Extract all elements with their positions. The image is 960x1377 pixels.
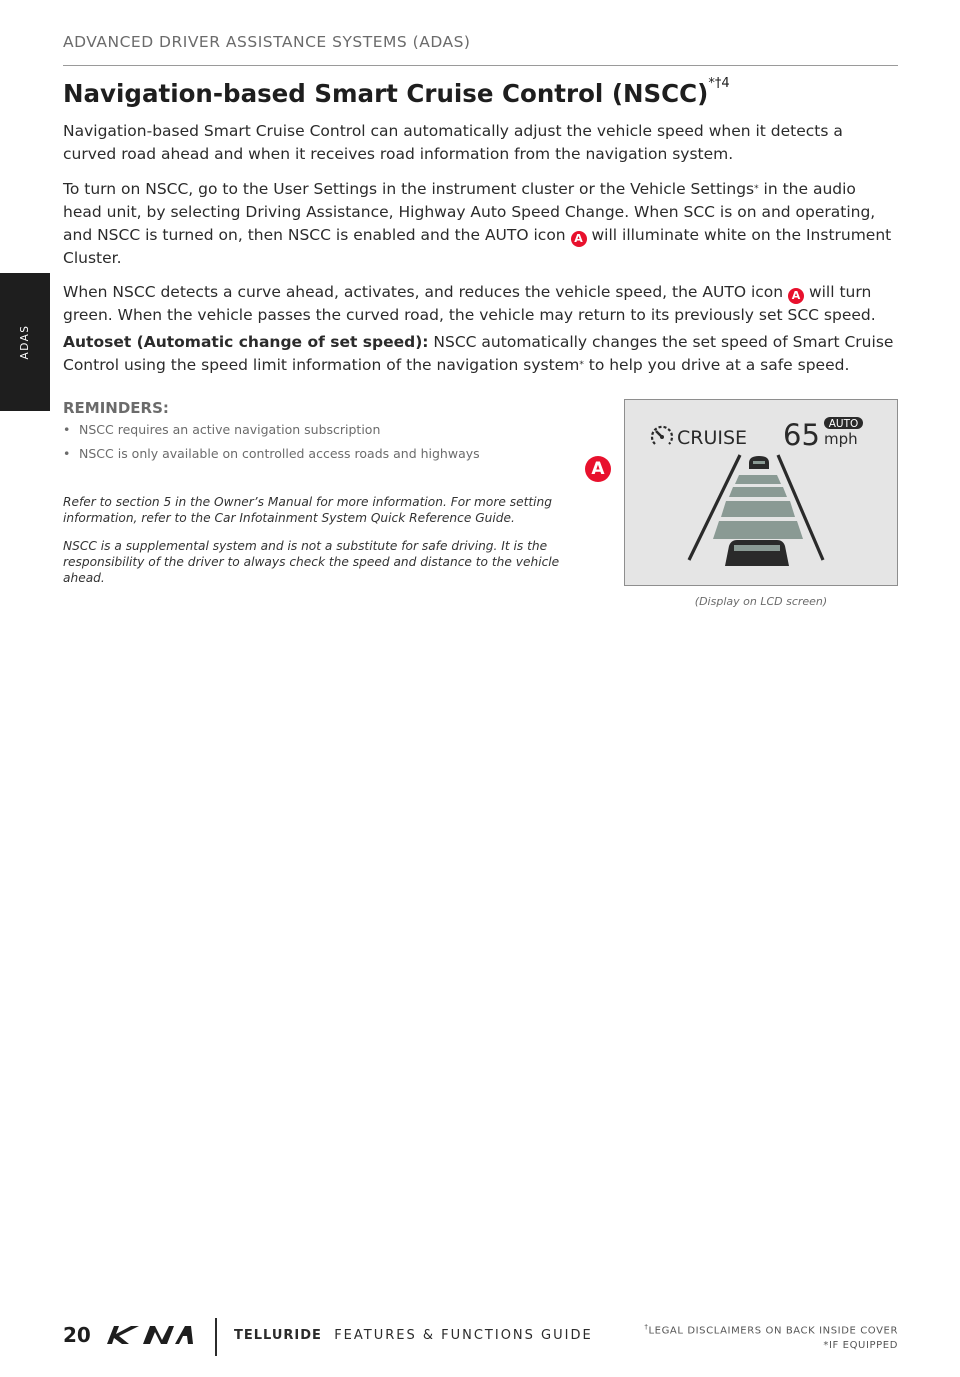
- lcd-caption: (Display on LCD screen): [694, 595, 828, 608]
- page-title-text: Navigation-based Smart Cruise Control (NSCC): [63, 79, 709, 108]
- bullet-icon: •: [63, 422, 71, 437]
- reminders-heading: REMINDERS:: [63, 399, 169, 417]
- callout-a-marker: A: [585, 456, 611, 482]
- paragraph-curve-text-a: When NSCC detects a curve ahead, activates, and reduces the vehicle speed, the AUTO icon: [63, 283, 789, 301]
- reminder-text: NSCC requires an active navigation subscription: [79, 422, 381, 437]
- footer-divider: [215, 1318, 217, 1356]
- paragraph-intro-text: Navigation-based Smart Cruise Control can automatically adjust the vehicle speed when it detects a curved road ahead and when it receives road information from the navigation system.: [63, 122, 843, 163]
- lcd-display: [624, 399, 898, 586]
- side-tab: [0, 273, 50, 411]
- note-safety: NSCC is a supplemental system and is not a substitute for safe driving. It is the responsibility of the driver to always check the speed and distance to the vehicle ahead.: [63, 539, 560, 585]
- own-vehicle-icon: [725, 540, 789, 566]
- lcd-unit: mph: [824, 430, 858, 448]
- if-equipped-note: *IF EQUIPPED: [823, 1340, 898, 1352]
- list-item: [63, 422, 583, 437]
- paragraph-autoset-text-b: to help you drive at a safe speed.: [583, 356, 850, 374]
- paragraph-turn-on-text-a: To turn on NSCC, go to the User Settings in the instrument cluster or the Vehicle Settings: [63, 180, 755, 198]
- guide-name: FEATURES & FUNCTIONS GUIDE: [334, 1328, 593, 1343]
- footer-guide-title: [234, 1328, 593, 1343]
- title-superscript: *†4: [708, 76, 730, 91]
- section-header: ADVANCED DRIVER ASSISTANCE SYSTEMS (ADAS): [63, 33, 471, 51]
- callout-a-icon: A: [788, 288, 804, 304]
- lead-vehicle-icon: [749, 456, 769, 469]
- auto-badge-label: AUTO: [828, 418, 859, 430]
- callout-a-icon: A: [571, 231, 587, 247]
- if-equipped-asterisk: *: [754, 184, 759, 194]
- kia-logo: [105, 1324, 195, 1346]
- legal-disclaimer: LEGAL DISCLAIMERS ON BACK INSIDE COVER: [648, 1325, 898, 1337]
- paragraph-autoset-text-a: NSCC automatically changes the set speed of Smart Cruise Control using the speed limit information of the navigation system: [63, 333, 894, 374]
- reminders-list: [63, 422, 583, 470]
- lcd-speed: 65: [783, 418, 820, 452]
- paragraph-curve: [63, 281, 898, 327]
- page-title: [63, 76, 730, 108]
- paragraph-turn-on-text-b: in the audio head unit, by selecting Driving Assistance, Highway Auto Speed Change. When SCC is on and operating, and NSCC is turned on, then NSCC is enabled and the AUTO icon: [63, 180, 876, 244]
- model-name: TELLURIDE: [234, 1328, 322, 1343]
- paragraph-turn-on: [63, 178, 898, 270]
- list-item: [63, 446, 583, 461]
- bullet-icon: •: [63, 446, 71, 461]
- lcd-graphic: [625, 400, 897, 585]
- footer-legal: [644, 1320, 898, 1353]
- lcd-mode-label: CRUISE: [677, 427, 748, 449]
- cruise-gauge-icon: [652, 427, 672, 444]
- paragraph-turn-on-text-c: will illuminate white on the Instrument Cluster.: [63, 226, 892, 267]
- autoset-label: Autoset (Automatic change of set speed):: [63, 333, 429, 351]
- paragraph-intro: [63, 120, 898, 166]
- side-tab-label: ADAS: [19, 324, 31, 360]
- reminder-text: NSCC is only available on controlled access roads and highways: [79, 446, 480, 461]
- if-equipped-asterisk: *: [579, 360, 584, 370]
- dagger-mark: †: [644, 1323, 649, 1331]
- header-divider: [63, 65, 898, 66]
- paragraph-curve-text-b: will turn green. When the vehicle passes the curved road, the vehicle may return to its previously set SCC speed.: [63, 283, 876, 324]
- note-owners-manual: Refer to section 5 in the Owner’s Manual for more information. For more setting information, refer to the Car Infotainment System Quick Reference Guide.: [63, 495, 553, 525]
- page-number: 20: [63, 1323, 91, 1347]
- paragraph-autoset: [63, 331, 898, 377]
